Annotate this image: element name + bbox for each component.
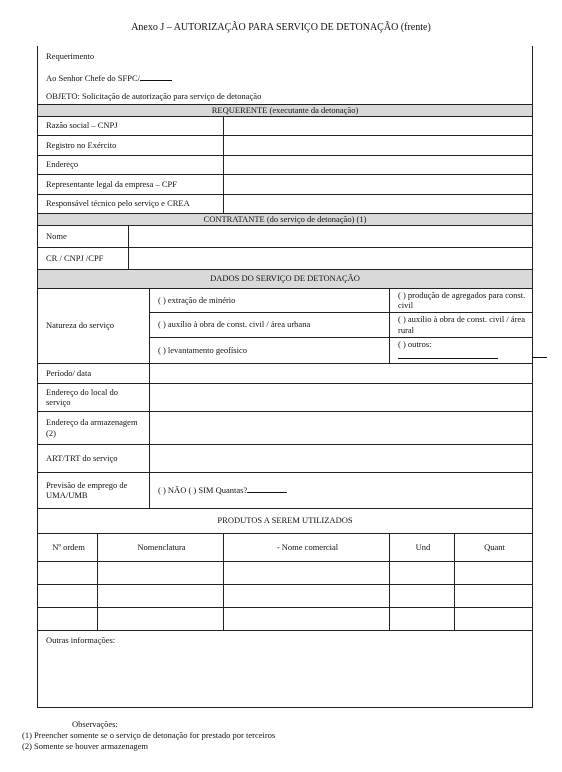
col-nomenclatura: Nomenclatura bbox=[98, 533, 224, 561]
authorization-form bbox=[37, 46, 533, 708]
nome-label: Nome bbox=[38, 225, 129, 247]
product-cell[interactable] bbox=[390, 584, 455, 607]
endereco-label: Endereço bbox=[38, 155, 224, 174]
product-cell[interactable] bbox=[224, 561, 390, 584]
observacoes-title: Observações: bbox=[72, 719, 118, 729]
option-extracao-minerio[interactable]: ( ) extração de minério bbox=[150, 288, 390, 312]
sfpc-blank[interactable] bbox=[140, 72, 172, 81]
art-trt-field[interactable] bbox=[150, 444, 533, 472]
endereco-armazenagem-label: Endereço da armazenagem (2) bbox=[38, 411, 150, 444]
requerimento-label: Requerimento bbox=[38, 46, 533, 66]
option-levantamento-geofisico[interactable]: ( ) levantamento geofísico bbox=[150, 337, 390, 363]
representante-legal-label: Representante legal da empresa – CPF bbox=[38, 174, 224, 194]
product-cell[interactable] bbox=[38, 561, 98, 584]
destinatario-label: Ao Senhor Chefe do SFPC/ bbox=[46, 73, 140, 84]
razao-social-label: Razão social – CNPJ bbox=[38, 116, 224, 135]
outras-informacoes-label: Outras informações: bbox=[46, 634, 116, 645]
destinatario-line[interactable] bbox=[38, 66, 533, 90]
registro-exercito-field[interactable] bbox=[224, 135, 533, 155]
product-cell[interactable] bbox=[98, 584, 224, 607]
product-cell[interactable] bbox=[98, 607, 224, 630]
product-cell[interactable] bbox=[98, 561, 224, 584]
product-cell[interactable] bbox=[455, 584, 533, 607]
product-cell[interactable] bbox=[455, 607, 533, 630]
objeto-label: OBJETO: Solicitação de autorização para serviço de detonação bbox=[38, 90, 533, 104]
responsavel-tecnico-label: Responsável técnico pelo serviço e CREA bbox=[38, 194, 224, 213]
option-producao-agregados[interactable]: ( ) produção de agregados para const. civil bbox=[390, 288, 533, 312]
periodo-label: Período/ data bbox=[38, 363, 150, 383]
registro-exercito-label: Registro no Exército bbox=[38, 135, 224, 155]
option-outros[interactable] bbox=[390, 337, 533, 363]
option-obra-area-urbana[interactable]: ( ) auxílio à obra de const. civil / área urbana bbox=[150, 312, 390, 337]
nome-field[interactable] bbox=[129, 225, 533, 247]
col-quant: Quant bbox=[455, 533, 533, 561]
product-cell[interactable] bbox=[390, 607, 455, 630]
col-und: Und bbox=[390, 533, 455, 561]
observacoes bbox=[22, 719, 275, 752]
responsavel-tecnico-field[interactable] bbox=[224, 194, 533, 213]
representante-legal-field[interactable] bbox=[224, 174, 533, 194]
page-title: Anexo J – AUTORIZAÇÃO PARA SERVIÇO DE DETONAÇÃO (frente) bbox=[131, 22, 431, 33]
product-cell[interactable] bbox=[455, 561, 533, 584]
endereco-field[interactable] bbox=[224, 155, 533, 174]
outros-blank[interactable] bbox=[398, 350, 498, 359]
requerente-heading: REQUERENTE (executante da detonação) bbox=[38, 104, 533, 116]
outros-underline-extension bbox=[532, 357, 547, 358]
art-trt-label: ART/TRT do serviço bbox=[38, 444, 150, 472]
outras-informacoes[interactable] bbox=[38, 630, 533, 707]
observacao-item: (1) Preencher somente se o serviço de detonação for prestado por terceiros bbox=[22, 730, 276, 740]
dados-heading: DADOS DO SERVIÇO DE DETONAÇÃO bbox=[38, 269, 533, 288]
periodo-field[interactable] bbox=[150, 363, 533, 383]
product-cell[interactable] bbox=[390, 561, 455, 584]
option-obra-area-rural[interactable]: ( ) auxílio à obra de const. civil / área rural bbox=[390, 312, 533, 337]
razao-social-field[interactable] bbox=[224, 116, 533, 135]
natureza-label: Natureza do serviço bbox=[38, 288, 150, 363]
product-cell[interactable] bbox=[224, 607, 390, 630]
observacao-item: (2) Somente se houver armazenagem bbox=[22, 741, 149, 751]
product-cell[interactable] bbox=[38, 584, 98, 607]
previsao-options[interactable]: ( ) NÃO ( ) SIM Quantas? bbox=[158, 485, 248, 496]
contratante-heading: CONTRATANTE (do serviço de detonação) (1) bbox=[38, 213, 533, 225]
previsao-field[interactable] bbox=[150, 472, 533, 508]
endereco-armazenagem-field[interactable] bbox=[150, 411, 533, 444]
quantas-blank[interactable] bbox=[247, 484, 287, 493]
product-cell[interactable] bbox=[224, 584, 390, 607]
col-n-ordem: Nº ordem bbox=[38, 533, 98, 561]
cr-cnpj-cpf-field[interactable] bbox=[129, 247, 533, 269]
cr-cnpj-cpf-label: CR / CNPJ /CPF bbox=[38, 247, 129, 269]
previsao-label: Previsão de emprego de UMA/UMB bbox=[38, 472, 150, 508]
endereco-local-field[interactable] bbox=[150, 383, 533, 411]
endereco-local-label: Endereço do local do serviço bbox=[38, 383, 150, 411]
option-outros-label: ( ) outros: bbox=[398, 339, 432, 350]
product-cell[interactable] bbox=[38, 607, 98, 630]
col-nome-comercial: - Nome comercial bbox=[224, 533, 390, 561]
produtos-heading: PRODUTOS A SEREM UTILIZADOS bbox=[38, 508, 533, 533]
